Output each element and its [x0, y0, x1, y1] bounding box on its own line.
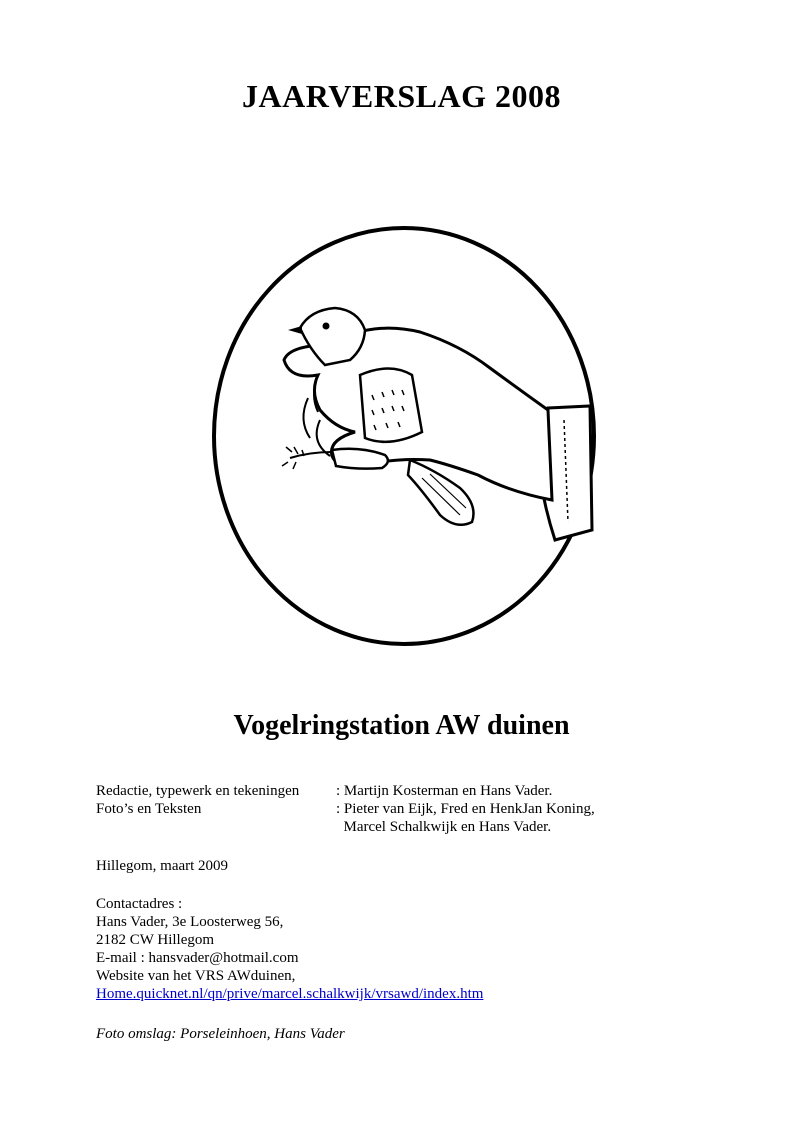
bird-ring — [360, 369, 422, 442]
website-link[interactable]: Home.quicknet.nl/qn/prive/marcel.schalkwijk/vrsawd/index.htm — [96, 986, 484, 1002]
credit-value: : Martijn Kosterman en Hans Vader. — [336, 783, 553, 799]
station-name: Vogelringstation AW duinen — [233, 710, 570, 741]
credit-label — [96, 818, 336, 836]
credit-value: : Pieter van Eijk, Fred en HenkJan Koning, — [336, 801, 595, 817]
credit-label: Foto’s en Teksten — [96, 801, 202, 817]
contact-block — [96, 895, 483, 1003]
cover-credit: Foto omslag: Porseleinhoen, Hans Vader — [96, 1026, 345, 1042]
page-title: JAARVERSLAG 2008 — [242, 78, 561, 114]
credit-row — [96, 782, 595, 800]
address-line: Hans Vader, 3e Loosterweg 56, — [96, 914, 284, 930]
credit-value: Marcel Schalkwijk en Hans Vader. — [336, 819, 552, 835]
website-label: Website van het VRS AWduinen, — [96, 968, 296, 984]
plant-sprig — [290, 452, 332, 458]
credit-row — [96, 800, 595, 818]
hand-holding-bird-drawing — [160, 170, 720, 690]
place-date: Hillegom, maart 2009 — [96, 858, 229, 874]
credit-label: Redactie, typewerk en tekeningen — [96, 783, 300, 799]
contact-heading: Contactadres : — [96, 896, 183, 912]
email-line: E-mail : hansvader@hotmail.com — [96, 950, 299, 966]
credits-block — [96, 782, 595, 836]
credit-row — [96, 818, 595, 836]
postal-line: 2182 CW Hillegom — [96, 932, 215, 948]
